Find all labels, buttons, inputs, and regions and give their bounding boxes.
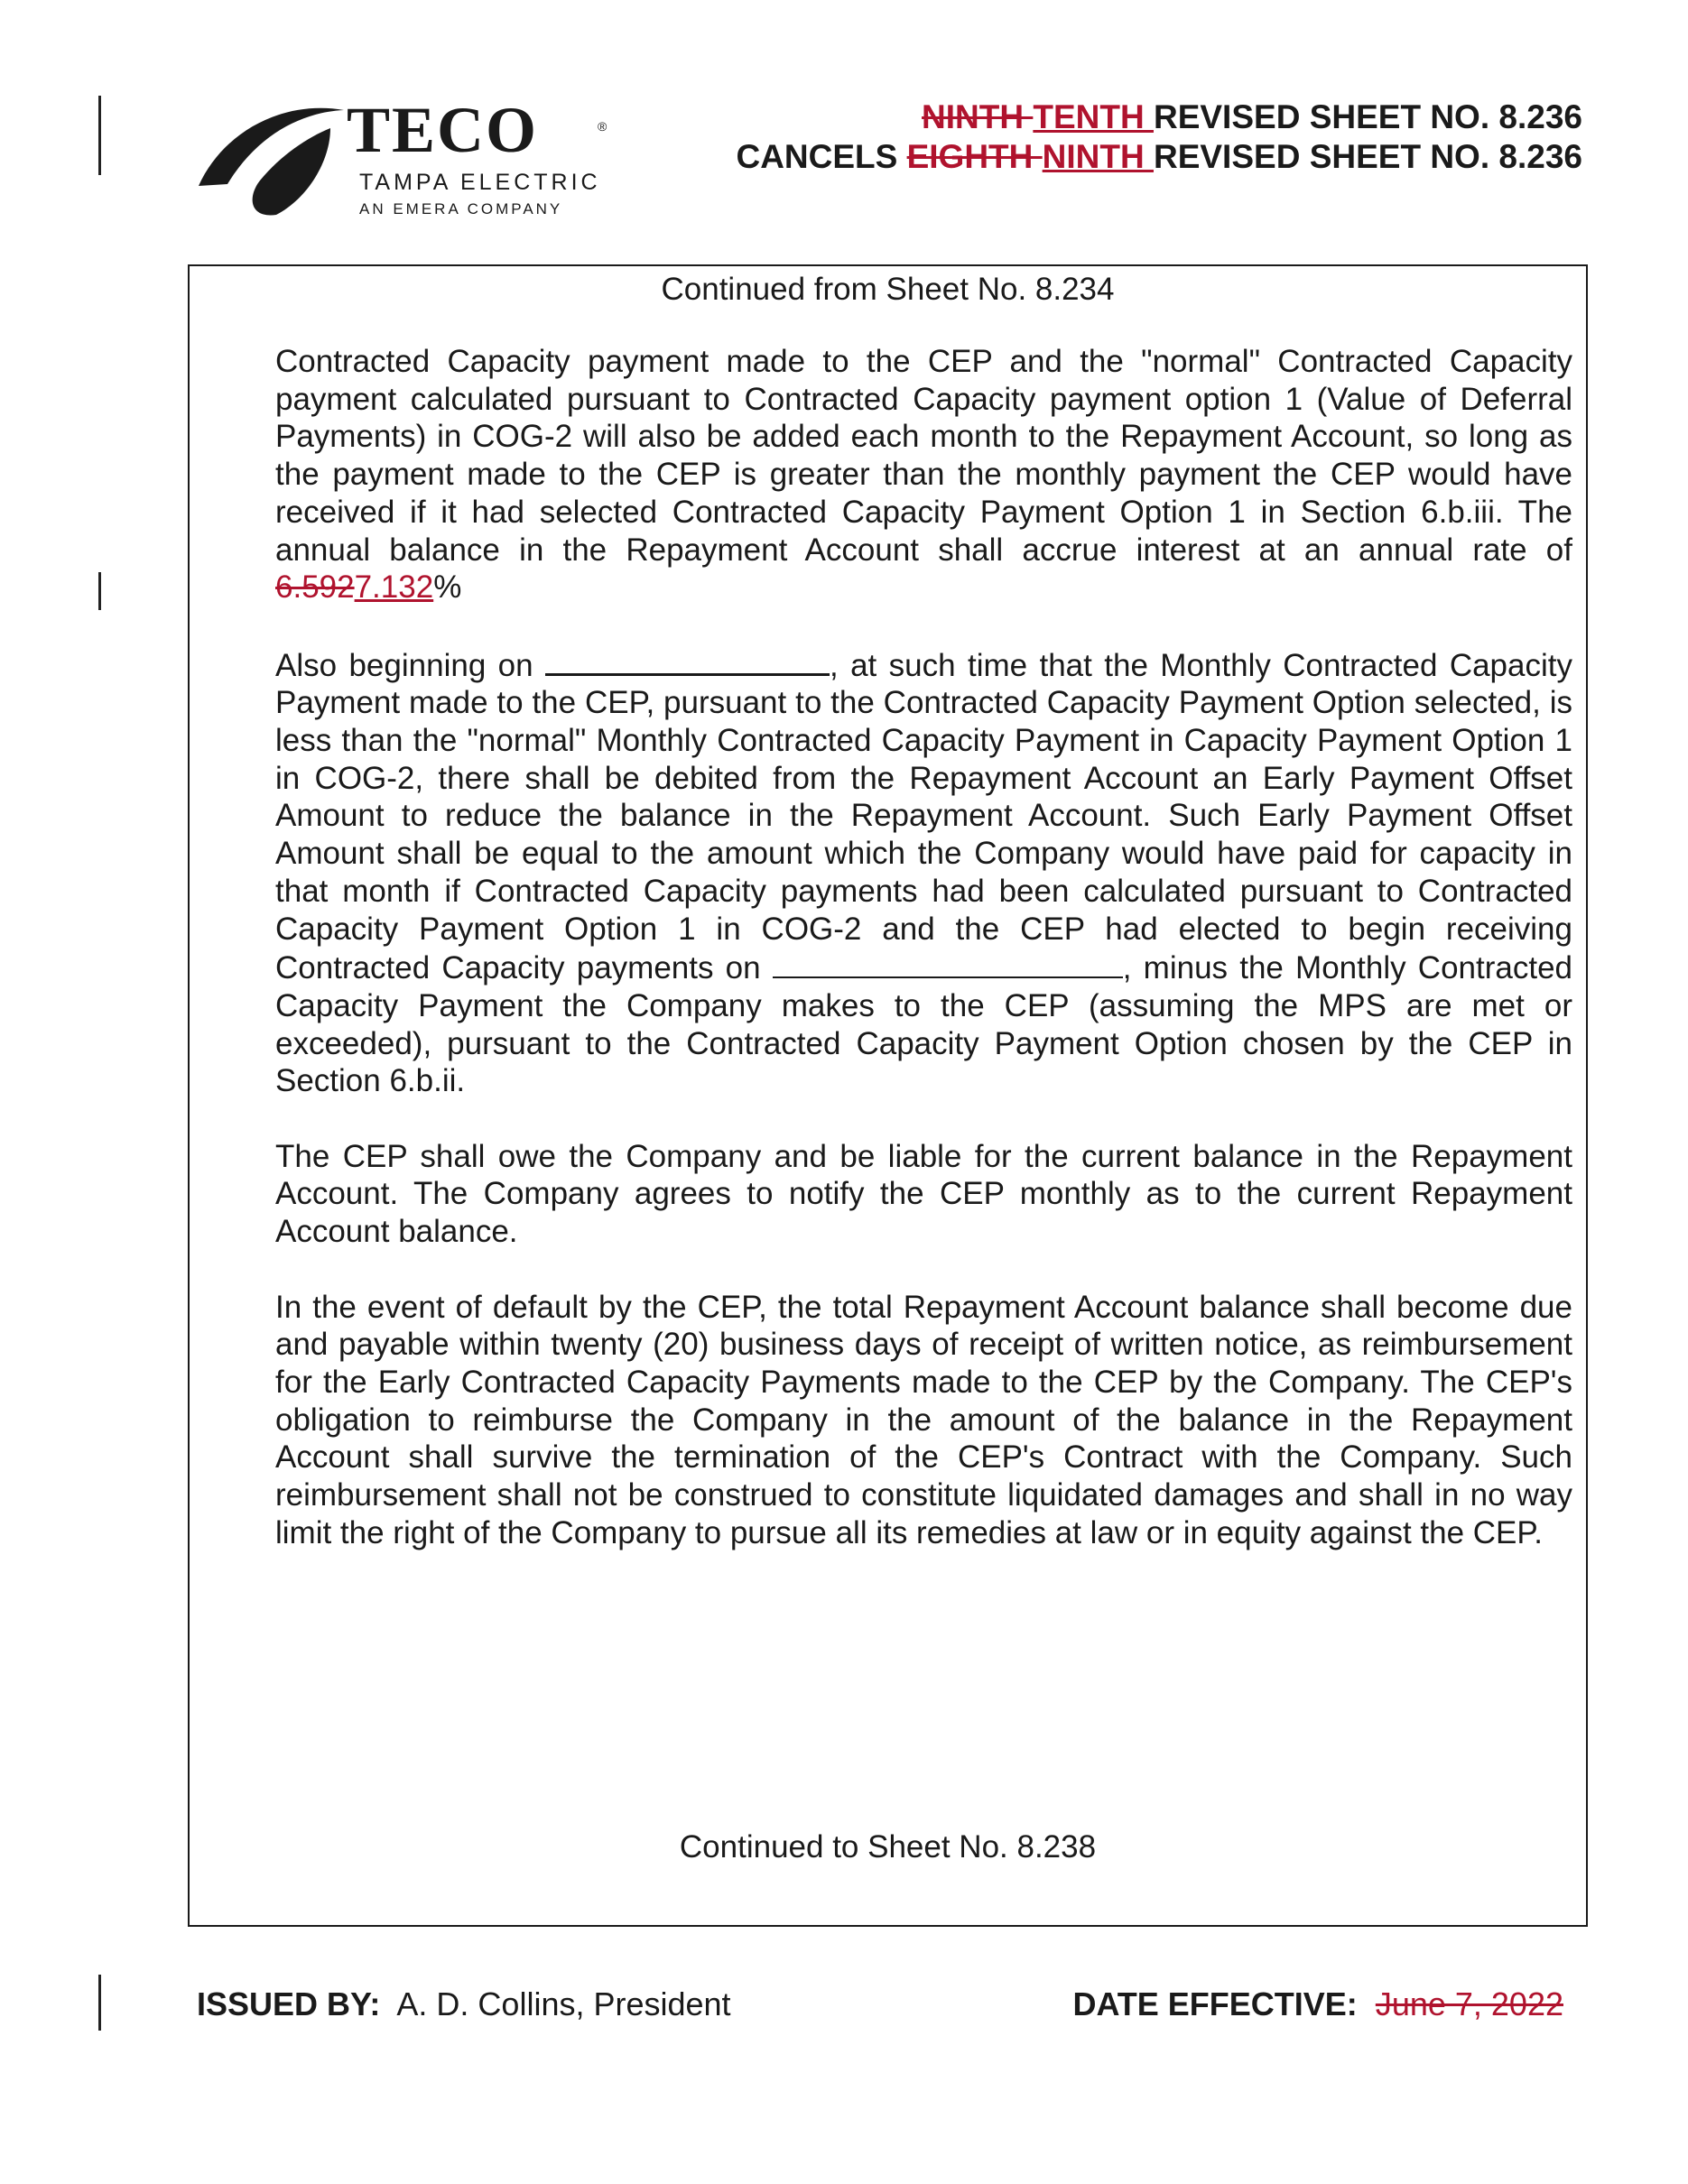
issued-by-value: A. D. Collins, President xyxy=(396,1985,731,2022)
logo-tagline: AN EMERA COMPANY xyxy=(359,200,563,217)
sheet-body xyxy=(275,343,1572,1589)
header-line-2-text: REVISED SHEET NO. 8.236 xyxy=(1153,138,1582,175)
paragraph-repayment-accrual xyxy=(275,343,1572,606)
date-blank-field xyxy=(773,948,1123,978)
paragraph-text: Also beginning on xyxy=(275,647,545,683)
inserted-text: TENTH xyxy=(1033,98,1154,135)
issued-by xyxy=(197,1985,731,2023)
logo-wordmark: TECO xyxy=(347,94,539,166)
change-bar-rate xyxy=(98,572,101,610)
paragraph-text: Contracted Capacity payment made to the CEP and the "normal" Contracted Capacity payment calculated pursuant to Contracted Capacity payment option 1 (Value of Deferral Payments) in COG-2 will also be added each month to the Repayment Account, so long as the payment made to the CEP is greater than the monthly payment the CEP would have received if it had selected Contracted Capacity Payment Option 1 in Section 6.b.iii. The annual balance in the Repayment Account shall accrue interest at an annual rate of xyxy=(275,344,1572,568)
continued-from: Continued from Sheet No. 8.234 xyxy=(661,272,1115,307)
sheet-header xyxy=(736,97,1582,177)
inserted-text: NINTH xyxy=(1042,138,1154,175)
issued-by-label: ISSUED BY: xyxy=(197,1985,381,2022)
paragraph-text: , at such time that the Monthly Contracted Capacity Payment made to the CEP, pursuant to the Contracted Capacity Payment Option selected, is less than the "normal" Monthly Contracted Capacity Payment in Capacity Payment Option 1 in COG-2, there shall be debited from the Repayment Account an Early Payment Offset Amount to reduce the balance in the Repayment Account. Such Early Payment Offset Amount shall be equal to the amount which the Company would have paid for capacity in that month if Contracted Capacity payments had been calculated pursuant to Contracted Capacity Payment Option 1 in COG-2 and the CEP had elected to begin receiving Contracted Capacity payments on xyxy=(275,647,1572,986)
date-effective-label: DATE EFFECTIVE: xyxy=(1072,1985,1358,2022)
deleted-date: June 7, 2022 xyxy=(1375,1985,1563,2022)
registered-mark: ® xyxy=(598,119,607,134)
header-line-1 xyxy=(736,97,1582,137)
deleted-text: NINTH xyxy=(922,98,1034,135)
header-cancels-label: CANCELS xyxy=(736,138,907,175)
change-bar-footer xyxy=(98,1975,101,2031)
date-blank-field xyxy=(545,644,830,676)
tariff-sheet-frame xyxy=(188,264,1588,1927)
deleted-text: EIGHTH xyxy=(906,138,1043,175)
header-line-2 xyxy=(736,137,1582,177)
rate-suffix: % xyxy=(433,569,462,606)
date-effective xyxy=(1072,1985,1563,2023)
paragraph-default: In the event of default by the CEP, the total Repayment Account balance shall become due and payable within twenty (20) business days of receipt of written notice, as reimbursement for the Early Contracted Capacity Payments made to the CEP by the Company. The CEP's obligation to reimburse the Company in the amount of the balance in the Repayment Account shall survive the termination of the CEP's Contract with the Company. Such reimbursement shall not be construed to constitute liquidated damages and shall in no way limit the right of the Company to pursue all its remedies at law or in equity against the CEP. xyxy=(275,1289,1572,1550)
continued-to: Continued to Sheet No. 8.238 xyxy=(679,1829,1097,1865)
teco-logo xyxy=(195,94,664,224)
logo-company-name: TAMPA ELECTRIC xyxy=(359,170,601,195)
header-line-1-text: REVISED SHEET NO. 8.236 xyxy=(1153,98,1582,135)
paragraph-text: , minus the Monthly Contracted Capacity Payment the Company makes to the CEP (assuming the MPS are met or exceeded), pursuant to the Contracted Capacity Payment Option chosen by the CEP in Section 6.b.ii. xyxy=(275,950,1572,1099)
teco-swoosh-icon xyxy=(195,97,357,224)
paragraph-early-payment-offset xyxy=(275,644,1572,1100)
paragraph-liability: The CEP shall owe the Company and be liable for the current balance in the Repayment Account. The Company agrees to notify the CEP monthly as to the current Repayment Account balance. xyxy=(275,1138,1572,1250)
inserted-rate: 7.132 xyxy=(354,569,434,606)
deleted-rate: 6.592 xyxy=(275,569,355,606)
change-bar-header xyxy=(98,96,101,175)
